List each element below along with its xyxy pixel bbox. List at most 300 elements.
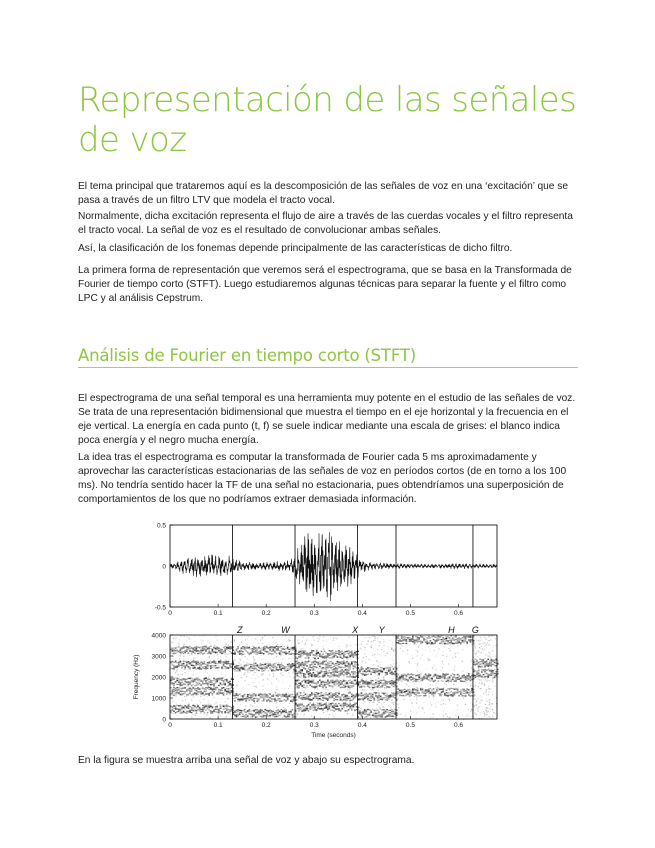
spectrogram-cell xyxy=(379,707,380,708)
spectrogram-cell xyxy=(268,691,269,692)
spectrogram-cell xyxy=(388,649,389,650)
spectrogram-cell xyxy=(370,681,371,682)
spectrogram-cell xyxy=(385,693,387,694)
spectrogram-cell xyxy=(321,654,322,655)
spectrogram-cell xyxy=(172,701,173,702)
spectrogram-cell xyxy=(220,659,221,660)
spectrogram-cell xyxy=(218,670,219,671)
spectrogram-cell xyxy=(223,682,225,683)
spectrogram-cell xyxy=(313,674,315,675)
spectrogram-cell xyxy=(241,710,243,711)
spectrogram-cell xyxy=(337,683,339,684)
spectrogram-cell xyxy=(244,699,245,700)
spectrogram-cell xyxy=(199,667,201,668)
spectrogram-cell xyxy=(239,658,240,659)
spectrogram-cell xyxy=(194,647,196,648)
spectrogram-cell xyxy=(274,714,276,715)
spectrogram-cell xyxy=(288,639,289,640)
spectrogram-cell xyxy=(361,644,362,645)
spectrogram-cell xyxy=(300,663,301,664)
spectrogram-cell xyxy=(325,682,327,683)
spectrogram-cell xyxy=(392,715,393,716)
spectrogram-cell xyxy=(300,695,302,696)
spectrogram-cell xyxy=(351,655,353,656)
spectrogram-cell xyxy=(370,693,371,694)
spectrogram-cell xyxy=(289,637,290,638)
spectrogram-cell xyxy=(172,699,173,700)
spectrogram-cell xyxy=(239,700,241,701)
spectrogram-cell xyxy=(279,650,281,651)
spectrogram-cell xyxy=(253,647,255,648)
spectrogram-cell xyxy=(374,654,375,655)
spectrogram-cell xyxy=(343,656,345,657)
spectrogram-cell xyxy=(217,654,218,655)
spectrogram-cell xyxy=(319,698,321,699)
spectrogram-cell xyxy=(181,679,183,680)
spectrogram-cell xyxy=(422,680,424,681)
spectrogram-cell xyxy=(390,687,392,688)
spectrogram-cell xyxy=(418,674,420,675)
spectrogram-cell xyxy=(228,691,230,692)
spectrogram-cell xyxy=(197,664,199,665)
spectrogram-cell xyxy=(216,693,218,694)
spectrogram-cell xyxy=(261,713,263,714)
spectrogram-cell xyxy=(455,681,457,682)
spectrogram-cell xyxy=(305,664,307,665)
spectrogram-cell xyxy=(228,693,229,694)
spectrogram-cell xyxy=(282,696,284,697)
spectrogram-cell xyxy=(225,668,226,669)
spectrogram-cell xyxy=(273,676,274,677)
spectrogram-cell xyxy=(234,659,235,660)
spectrogram-cell xyxy=(379,641,380,642)
spectrogram-cell xyxy=(226,686,227,687)
spectrogram-cell xyxy=(289,663,291,664)
spectrogram-cell xyxy=(362,641,363,642)
spectrogram-cell xyxy=(237,700,239,701)
spectrogram-cell xyxy=(316,706,318,707)
spectrogram-cell xyxy=(250,666,252,667)
spectrogram-cell xyxy=(250,716,252,717)
spectrogram-cell xyxy=(369,702,370,703)
spectrogram-cell xyxy=(184,665,186,666)
spectrogram-cell xyxy=(321,702,323,703)
spectrogram-cell xyxy=(173,664,174,665)
spectrogram-cell xyxy=(301,698,302,699)
spectrogram-cell xyxy=(325,674,326,675)
spectrogram-cell xyxy=(189,687,191,688)
spectrogram-cell xyxy=(332,685,333,686)
spectrogram-cell xyxy=(184,667,186,668)
spectrogram-cell xyxy=(321,651,323,652)
spectrogram-cell xyxy=(294,658,295,659)
spectrogram-cell xyxy=(353,680,355,681)
spectrogram-cell xyxy=(259,647,260,648)
spectrogram-cell xyxy=(260,653,262,654)
spectrogram-cell xyxy=(281,665,283,666)
spectrogram-cell xyxy=(183,693,185,694)
spectrogram-cell xyxy=(209,642,210,643)
spectrogram-cell xyxy=(202,707,204,708)
spectrogram-cell xyxy=(298,685,300,686)
spectrogram-cell xyxy=(269,710,271,711)
spectrogram-cell xyxy=(176,667,178,668)
spectrogram-cell xyxy=(244,696,245,697)
spectrogram-cell xyxy=(200,691,202,692)
spectrogram-cell xyxy=(288,658,289,659)
spectrogram-cell xyxy=(431,694,433,695)
spectrogram-cell xyxy=(257,709,259,710)
spectrogram-cell xyxy=(345,651,347,652)
spectrogram-cell xyxy=(241,667,243,668)
spectrogram-cell xyxy=(425,676,427,677)
spectrogram-cell xyxy=(361,669,363,670)
spectrogram-cell xyxy=(180,649,182,650)
spectrogram-cell xyxy=(375,640,376,641)
spectrogram-cell xyxy=(349,655,350,656)
spectrogram-cell xyxy=(332,695,333,696)
spectrogram-cell xyxy=(303,695,305,696)
spectrogram-cell xyxy=(284,710,286,711)
spectrogram-cell xyxy=(276,646,278,647)
spectrogram-cell xyxy=(371,686,372,687)
spectrogram-cell xyxy=(372,709,374,710)
spectrogram-cell xyxy=(353,665,354,666)
spectrogram-cell xyxy=(351,696,353,697)
spectrogram-cell xyxy=(257,698,259,699)
spectrogram-cell xyxy=(290,694,292,695)
spectrogram-cell xyxy=(263,679,264,680)
spectrogram-cell xyxy=(242,646,244,647)
spectrogram-cell xyxy=(262,662,263,663)
spectrogram-cell xyxy=(361,666,362,667)
spectrogram-cell xyxy=(314,692,316,693)
spectrogram-cell xyxy=(314,686,316,687)
spectrogram-cell xyxy=(321,692,323,693)
spectrogram-cell xyxy=(373,672,374,673)
spectrogram-cell xyxy=(275,693,276,694)
spectrogram-cell xyxy=(316,687,318,688)
spectrogram-cell xyxy=(188,711,190,712)
spectrogram-cell xyxy=(361,698,362,699)
spectrogram-cell xyxy=(262,685,263,686)
spectrogram-cell xyxy=(223,687,225,688)
spectrogram-cell xyxy=(277,712,278,713)
spectrogram-cell xyxy=(202,636,203,637)
spectrogram-cell xyxy=(320,700,321,701)
spectrogram-cell xyxy=(353,657,355,658)
spectrogram-cell xyxy=(268,710,270,711)
spectrogram-cell xyxy=(391,711,393,712)
spectrogram-cell xyxy=(345,654,347,655)
spectrogram-cell xyxy=(359,694,360,695)
spectrogram-cell xyxy=(302,672,303,673)
spectrogram-cell xyxy=(292,664,294,665)
spectrogram-cell xyxy=(254,672,255,673)
spectrogram-cell xyxy=(290,654,292,655)
spectrogram-cell xyxy=(265,709,267,710)
spectrogram-cell xyxy=(370,659,371,660)
spectrogram-cell xyxy=(236,691,237,692)
spectrogram-cell xyxy=(379,654,380,655)
spectrogram-cell xyxy=(276,695,278,696)
spectrogram-cell xyxy=(204,661,206,662)
spectrogram-cell xyxy=(383,709,385,710)
spectrogram-cell xyxy=(393,713,395,714)
spectrogram-cell xyxy=(389,716,390,717)
spectrogram-cell xyxy=(199,635,200,636)
spectrogram-cell xyxy=(349,675,351,676)
spectrogram-cell xyxy=(339,692,340,693)
spectrogram-cell xyxy=(265,698,267,699)
spectrogram-cell xyxy=(330,672,332,673)
spectrogram-cell xyxy=(341,708,343,709)
spectrogram-cell xyxy=(383,683,384,684)
spectrogram-cell xyxy=(324,671,326,672)
spectrogram-cell xyxy=(218,709,220,710)
spectrogram-cell xyxy=(300,671,302,672)
spectrogram-cell xyxy=(183,651,185,652)
spectrogram-cell xyxy=(372,694,374,695)
spectrogram-cell xyxy=(370,712,372,713)
spectrogram-cell xyxy=(324,693,326,694)
spectrogram-cell xyxy=(369,696,371,697)
spectrogram-cell xyxy=(305,643,306,644)
spectrogram-cell xyxy=(286,699,287,700)
spectrogram-cell xyxy=(298,656,300,657)
spectrogram-cell xyxy=(327,671,329,672)
spectrogram-cell xyxy=(189,668,191,669)
spectrogram-cell xyxy=(319,696,321,697)
spectrogram-cell xyxy=(347,659,348,660)
spectrogram-cell xyxy=(247,710,249,711)
spectrogram-cell xyxy=(276,714,278,715)
spectrogram-cell xyxy=(218,685,220,686)
spectrogram-cell xyxy=(216,663,218,664)
spectrogram-cell xyxy=(407,691,409,692)
spectrogram-cell xyxy=(332,687,334,688)
spectrogram-cell xyxy=(268,648,270,649)
spectrogram-cell xyxy=(204,666,206,667)
spectrogram-cell xyxy=(412,681,414,682)
spectrogram-cell xyxy=(257,664,259,665)
spectrogram-cell xyxy=(335,709,337,710)
spectrogram-cell xyxy=(221,666,223,667)
spectrogram-cell xyxy=(327,662,329,663)
spectrogram-cell xyxy=(285,708,286,709)
spectrogram-cell xyxy=(454,693,456,694)
spectrogram-cell xyxy=(255,647,257,648)
spectrogram-cell xyxy=(223,684,225,685)
spectrogram-cell xyxy=(253,665,255,666)
spectrogram-cell xyxy=(172,647,174,648)
spectrogram-cell xyxy=(262,643,263,644)
spectrogram-cell xyxy=(371,645,372,646)
spectrogram-cell xyxy=(175,692,177,693)
spectrogram-cell xyxy=(313,657,315,658)
spectrogram-cell xyxy=(333,710,335,711)
spectrogram-cell xyxy=(354,679,356,680)
spectrogram-cell xyxy=(377,670,379,671)
spectrogram-cell xyxy=(225,680,226,681)
spectrogram-cell xyxy=(374,676,375,677)
spectrogram-cell xyxy=(308,687,309,688)
spectrogram-cell xyxy=(422,692,424,693)
spectrogram-cell xyxy=(338,682,340,683)
spectrogram-cell xyxy=(199,662,201,663)
spectrogram-cell xyxy=(192,694,194,695)
spectrogram-cell xyxy=(373,702,374,703)
spectrogram-cell xyxy=(330,651,332,652)
spectrogram-cell xyxy=(348,657,350,658)
spectrogram-cell xyxy=(324,672,325,673)
spectrogram-cell xyxy=(309,696,311,697)
spectrogram-cell xyxy=(386,716,388,717)
spectrogram-cell xyxy=(210,663,211,664)
spectrogram-cell xyxy=(196,692,197,693)
spectrogram-cell xyxy=(272,710,273,711)
spectrogram-cell xyxy=(256,669,257,670)
spectrogram-cell xyxy=(391,674,393,675)
spectrogram-cell xyxy=(279,710,281,711)
spectrogram-cell xyxy=(277,700,279,701)
spectrogram-cell xyxy=(336,638,337,639)
spectrogram-cell xyxy=(177,647,178,648)
spectrogram-cell xyxy=(300,648,301,649)
spectrogram-cell xyxy=(313,702,314,703)
spectrogram-cell xyxy=(372,697,374,698)
spectrogram-cell xyxy=(241,677,242,678)
spectrogram-cell xyxy=(378,681,380,682)
spectrogram-cell xyxy=(321,704,323,705)
spectrogram-cell xyxy=(199,683,201,684)
spectrogram-cell xyxy=(269,647,271,648)
spectrogram-cell xyxy=(225,642,226,643)
spectrogram-cell xyxy=(282,675,283,676)
spectrogram-cell xyxy=(194,641,195,642)
spectrogram-cell xyxy=(351,705,353,706)
spectrogram-cell xyxy=(215,636,216,637)
spectrogram-cell xyxy=(216,709,218,710)
spectrogram-cell xyxy=(241,650,243,651)
spectrogram-cell xyxy=(372,680,374,681)
spectrogram-cell xyxy=(194,650,196,651)
spectrogram-cell xyxy=(244,649,245,650)
spectrogram-cell xyxy=(367,685,369,686)
spectrogram-cell xyxy=(354,695,356,696)
spectrogram-cell xyxy=(182,691,183,692)
spectrogram-cell xyxy=(374,687,375,688)
spectrogram-cell xyxy=(329,697,331,698)
spectrogram-cell xyxy=(342,667,343,668)
spectrogram-cell xyxy=(313,680,315,681)
spectrogram-cell xyxy=(392,642,393,643)
spectrogram-cell xyxy=(321,708,323,709)
spectrogram-cell xyxy=(326,659,327,660)
spectrogram-cell xyxy=(244,698,246,699)
spectrogram-cell xyxy=(412,690,414,691)
spectrogram-cell xyxy=(317,664,319,665)
spectrogram-cell xyxy=(333,698,335,699)
spectrogram-cell xyxy=(390,707,391,708)
spectrogram-cell xyxy=(261,711,263,712)
spectrogram-cell xyxy=(385,685,387,686)
spectrogram-cell xyxy=(289,640,290,641)
spectrogram-cell xyxy=(191,680,193,681)
spectrogram-cell xyxy=(378,683,380,684)
spectrogram-cell xyxy=(260,648,262,649)
spectrogram-cell xyxy=(275,663,276,664)
spectrogram-cell xyxy=(324,668,325,669)
spectrogram-cell xyxy=(260,640,261,641)
spectrogram-cell xyxy=(210,646,212,647)
spectrogram-cell xyxy=(216,681,218,682)
spectrogram-cell xyxy=(335,690,336,691)
spectrogram-cell xyxy=(386,700,388,701)
spectrogram-cell xyxy=(385,709,386,710)
spectrogram-cell xyxy=(308,710,310,711)
spectrogram-cell xyxy=(344,700,345,701)
spectrogram-cell xyxy=(250,664,252,665)
spectrogram-cell xyxy=(312,682,313,683)
spectrogram-cell xyxy=(178,678,180,679)
spectrogram-cell xyxy=(175,706,177,707)
spectrogram-cell xyxy=(313,707,315,708)
spectrogram-cell xyxy=(308,661,310,662)
spectrogram-cell xyxy=(223,680,225,681)
spectrogram-cell xyxy=(273,665,275,666)
spectrogram-cell xyxy=(378,686,379,687)
spectrogram-cell xyxy=(442,673,444,674)
spectrogram-cell xyxy=(259,682,260,683)
spectrogram-cell xyxy=(351,662,353,663)
spectrogram-cell xyxy=(298,704,300,705)
spectrogram-cell xyxy=(369,714,371,715)
spectrogram-cell xyxy=(247,694,249,695)
spectrogram-cell xyxy=(363,685,364,686)
spectrogram-cell xyxy=(245,666,247,667)
spectrogram-cell xyxy=(176,708,178,709)
spectrogram-cell xyxy=(339,673,340,674)
spectrogram-cell xyxy=(234,700,235,701)
spectrogram-cell xyxy=(302,707,303,708)
spectrogram-cell xyxy=(354,704,356,705)
spectrogram-cell xyxy=(343,663,344,664)
spectrogram-cell xyxy=(387,646,388,647)
spectrogram-cell xyxy=(250,711,252,712)
spectrogram-cell xyxy=(212,707,214,708)
spectrogram-cell xyxy=(259,664,260,665)
spectrogram-cell xyxy=(224,650,226,651)
spectrogram-cell xyxy=(327,668,329,669)
spectrogram-cell xyxy=(186,641,187,642)
spectrogram-cell xyxy=(352,714,353,715)
spectrogram-cell xyxy=(319,708,321,709)
spectrogram-cell xyxy=(266,663,268,664)
spectrogram-cell xyxy=(383,712,385,713)
spectrogram-cell xyxy=(257,695,259,696)
spectrogram-cell xyxy=(319,680,321,681)
spectrogram-cell xyxy=(209,703,210,704)
spectrogram-cell xyxy=(303,715,304,716)
spectrogram-cell xyxy=(382,667,384,668)
spectrogram-cell xyxy=(237,648,239,649)
spectrogram-cell xyxy=(248,669,249,670)
spectrogram-cell xyxy=(237,669,239,670)
spectrogram-cell xyxy=(369,669,371,670)
spectrogram-cell xyxy=(414,680,416,681)
spectrogram-cell xyxy=(346,672,348,673)
